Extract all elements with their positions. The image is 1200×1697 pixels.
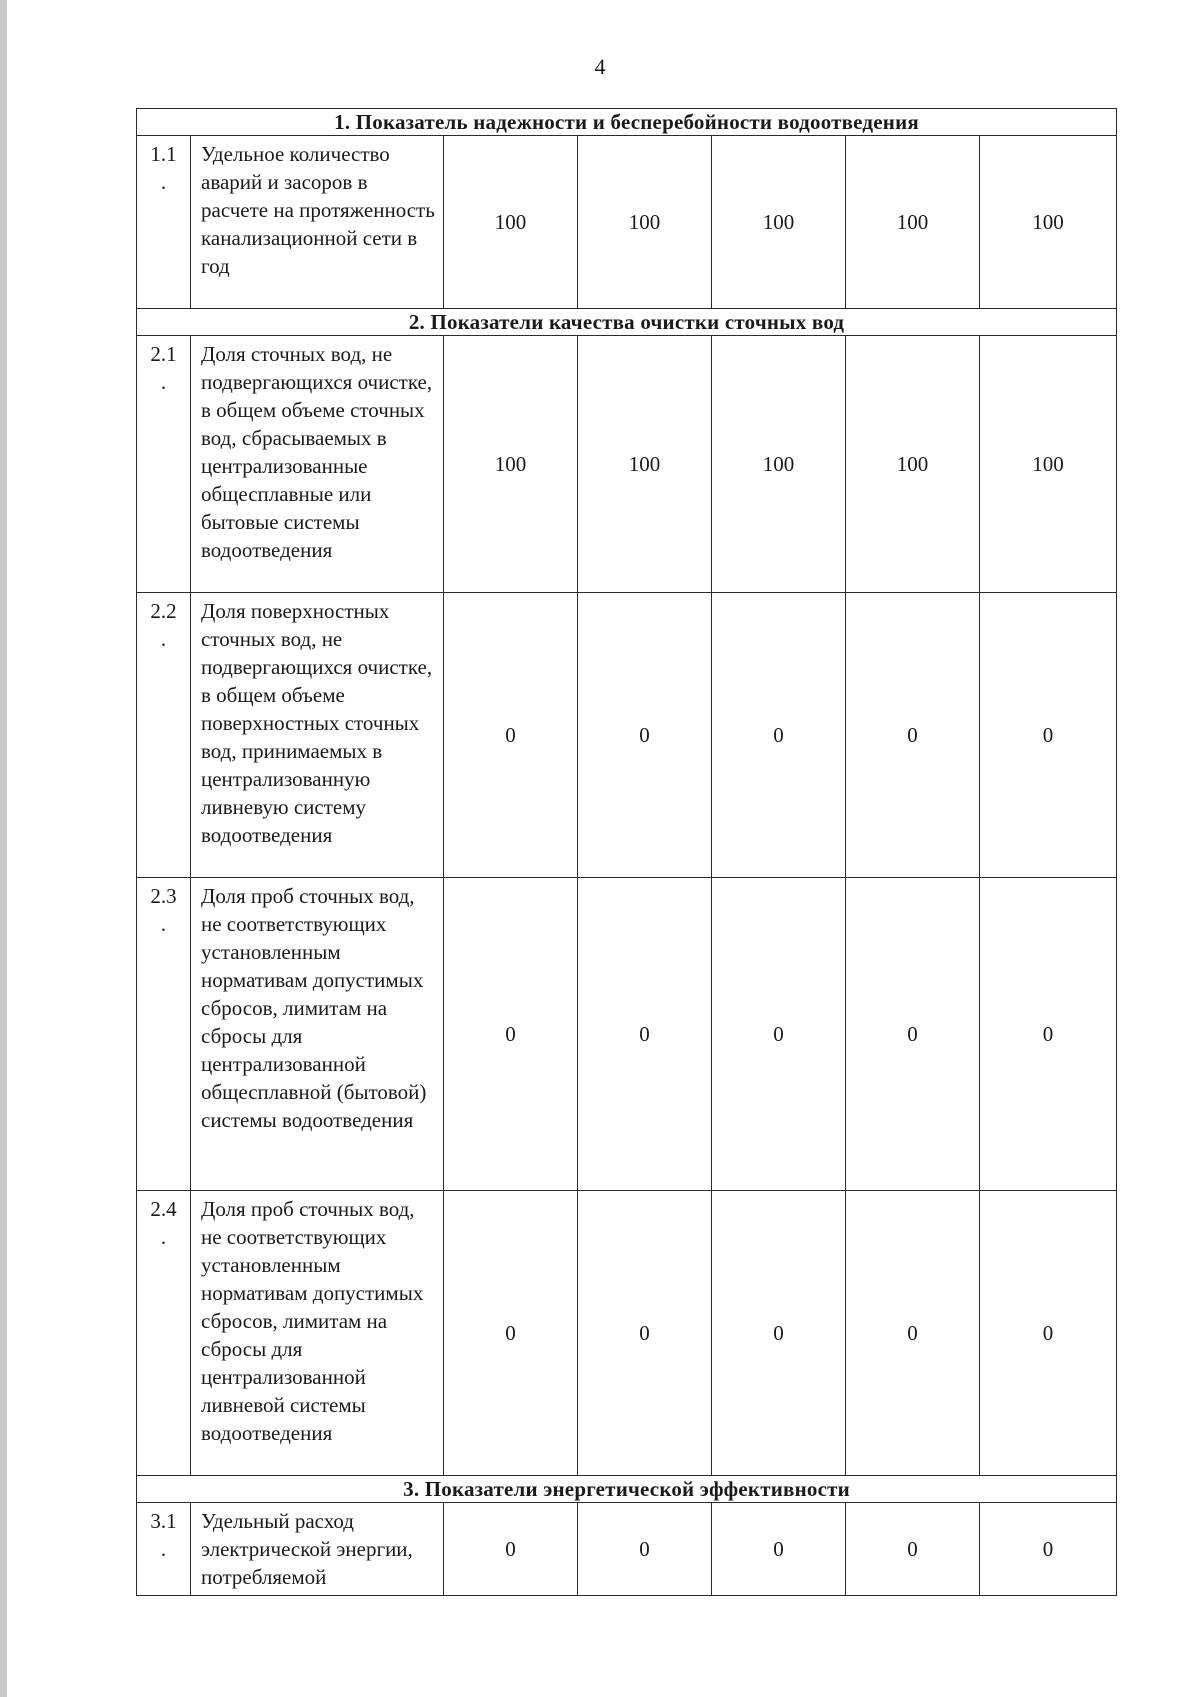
- page-number: 4: [594, 54, 606, 79]
- value-cell: 100: [578, 136, 712, 309]
- value-cell: 0: [444, 878, 578, 1191]
- value-cell: 0: [846, 878, 980, 1191]
- scan-left-edge: [0, 0, 7, 1697]
- value-cell: 0: [578, 878, 712, 1191]
- value-cell: 0: [712, 878, 846, 1191]
- value-cell: 0: [444, 1191, 578, 1476]
- row-number: 1.1: [150, 142, 177, 166]
- row-number: 2.2: [150, 599, 177, 623]
- value-cell: 100: [712, 336, 846, 593]
- row-number-cell: [137, 1503, 191, 1596]
- value-cell: 100: [444, 136, 578, 309]
- value-cell: 0: [578, 1191, 712, 1476]
- value-cell: 100: [980, 136, 1117, 309]
- row-number-cell: [137, 1191, 191, 1476]
- section-heading-row: [137, 109, 1117, 136]
- row-number-cell: [137, 136, 191, 309]
- value-cell: 0: [578, 593, 712, 878]
- row-number: 3.1: [150, 1509, 177, 1533]
- value-cell: 0: [578, 1503, 712, 1596]
- row-number-dot: .: [160, 627, 167, 651]
- value-cell: 100: [846, 136, 980, 309]
- value-cell: 0: [980, 1503, 1117, 1596]
- row-number-dot: .: [160, 912, 167, 936]
- table-row: [137, 593, 1117, 878]
- value-cell: 0: [712, 1191, 846, 1476]
- value-cell: 0: [444, 1503, 578, 1596]
- row-number-cell: [137, 593, 191, 878]
- row-number: 2.3: [150, 884, 177, 908]
- value-cell: 100: [980, 336, 1117, 593]
- indicator-name: Доля поверхностных сточных вод, не подвергающихся очистке, в общем объеме поверхностных сточных вод, принимаемых в централизованную ливневую систему водоотведения: [191, 593, 444, 878]
- value-cell: 0: [980, 878, 1117, 1191]
- section-heading: 3. Показатели энергетической эффективности: [137, 1476, 1117, 1503]
- indicator-name: Доля проб сточных вод, не соответствующих установленным нормативам допустимых сбросов, лимитам на сбросы для централизованной ливневой системы водоотведения: [191, 1191, 444, 1476]
- section-heading: 2. Показатели качества очистки сточных вод: [137, 309, 1117, 336]
- row-number-dot: .: [160, 370, 167, 394]
- section-heading-row: [137, 309, 1117, 336]
- table-row: [137, 1191, 1117, 1476]
- table-row: [137, 336, 1117, 593]
- value-cell: 0: [846, 1191, 980, 1476]
- indicator-name: Удельное количество аварий и засоров в расчете на протяженность канализационной сети в год: [191, 136, 444, 309]
- value-cell: 0: [712, 1503, 846, 1596]
- value-cell: 0: [846, 1503, 980, 1596]
- section-heading-row: [137, 1476, 1117, 1503]
- value-cell: 100: [444, 336, 578, 593]
- value-cell: 100: [712, 136, 846, 309]
- row-number-cell: [137, 336, 191, 593]
- row-number-cell: [137, 878, 191, 1191]
- indicators-table: [136, 108, 1117, 1596]
- table-row: [137, 878, 1117, 1191]
- value-cell: 0: [980, 593, 1117, 878]
- value-cell: 100: [578, 336, 712, 593]
- row-number: 2.1: [150, 342, 177, 366]
- value-cell: 0: [846, 593, 980, 878]
- row-number-dot: .: [160, 1225, 167, 1249]
- value-cell: 0: [712, 593, 846, 878]
- row-number: 2.4: [150, 1197, 177, 1221]
- value-cell: 100: [846, 336, 980, 593]
- row-number-dot: .: [160, 170, 167, 194]
- value-cell: 0: [444, 593, 578, 878]
- table-row: [137, 1503, 1117, 1596]
- section-heading: 1. Показатель надежности и бесперебойности водоотведения: [137, 109, 1117, 136]
- table-row: [137, 136, 1117, 309]
- indicator-name: Доля проб сточных вод, не соответствующих установленным нормативам допустимых сбросов, лимитам на сбросы для централизованной общесплавной (бытовой) системы водоотведения: [191, 878, 444, 1191]
- value-cell: 0: [980, 1191, 1117, 1476]
- indicator-name: Доля сточных вод, не подвергающихся очистке, в общем объеме сточных вод, сбрасываемых в централизованные общесплавные или бытовые системы водоотведения: [191, 336, 444, 593]
- indicator-name: Удельный расход электрической энергии, потребляемой: [191, 1503, 444, 1596]
- row-number-dot: .: [160, 1537, 167, 1561]
